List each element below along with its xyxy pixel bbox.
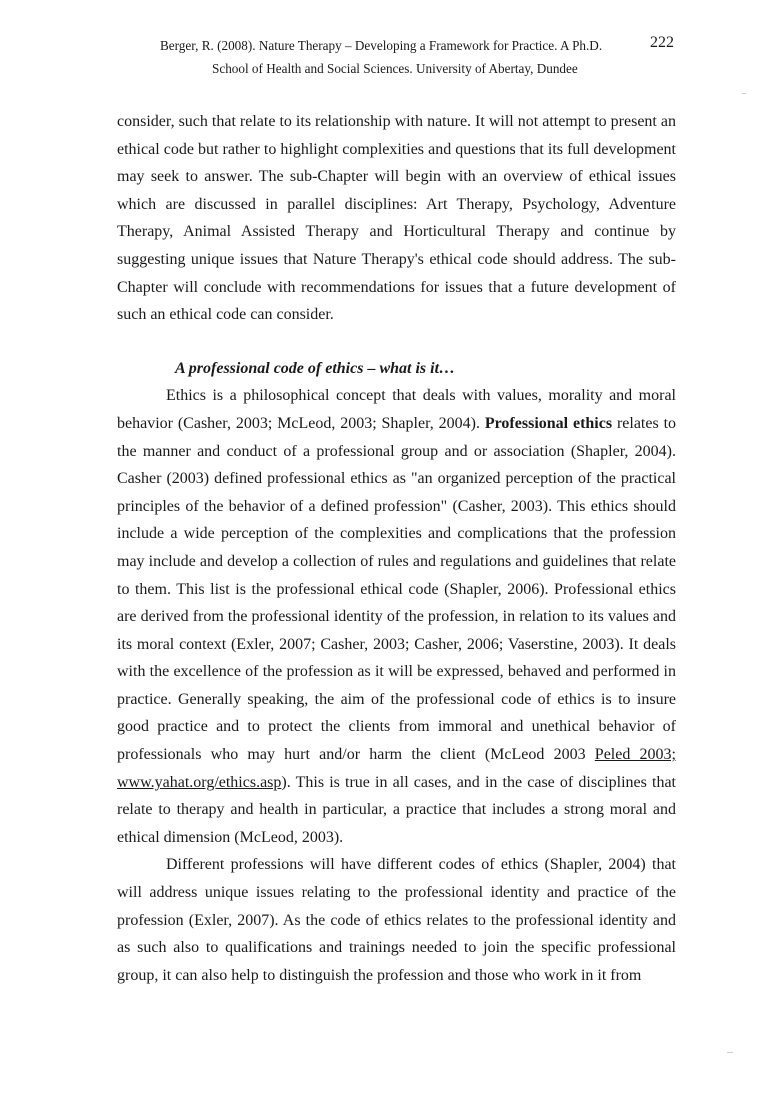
ethics-text-b: relates to the manner and conduct of a professional group and or association (Shapler, 2004). Casher (2003) defined professional ethics as "an organized perception of the practical principles of the behavior of a defined profession" (Casher, 2003). This ethics should include a wide perception of the complexities and complications that the profession may include and develop a collection of rules and regulations and guidelines that relate to them. This list is the professional ethical code (Shapler, 2006). Professional ethics are derived from the professional identity of the profession, in relation to its values and its moral context (Exler, 2007; Casher, 2003; Casher, 2006; Vaserstine, 2003). It deals with the excellence of the profession as it will be expressed, behaved and performed in practice. Generally speaking, the aim of the professional code of ethics is to insure good practice and to protect the clients from immoral and unethical behavior of professionals who may hurt and/or harm the client (McLeod 2003: [117, 414, 677, 764]
reference-link[interactable]: Peled 2003; www.yahat.org/ethics.asp: [117, 746, 677, 791]
ethics-text-c: ). This is true in all cases, and in the case of disciplines that relate to therapy and health in particular, a practice that includes a strong moral and ethical dimension (McLeod, 2003).: [117, 773, 676, 846]
bold-term: Professional ethics: [484, 414, 613, 432]
ethics-paragraph: [117, 382, 676, 851]
scan-speck: [742, 93, 746, 94]
body-text: [117, 108, 676, 989]
header-institution: School of Health and Social Sciences. University of Abertay, Dundee: [212, 61, 578, 76]
section-heading: A professional code of ethics – what is it…: [175, 359, 456, 377]
ethics-text-a: Ethics is a philosophical concept that deals with values, morality and moral behavior (Casher, 2003; McLeod, 2003; Shapler, 2004).: [117, 387, 676, 432]
page-number: 222: [650, 34, 674, 51]
intro-paragraph: consider, such that relate to its relationship with nature. It will not attempt to present an ethical code but rather to highlight complexities and questions that its full development may seek to answer. The sub-Chapter will begin with an overview of ethical issues which are discussed in parallel disciplines: Art Therapy, Psychology, Adventure Therapy, Animal Assisted Therapy and Horticultural Therapy and continue by suggesting unique issues that Nature Therapy's ethical code should address. The sub-Chapter will conclude with recommendations for issues that a future development of such an ethical code can consider.: [117, 113, 676, 324]
scan-speck: [727, 1052, 733, 1053]
professions-paragraph: Different professions will have different codes of ethics (Shapler, 2004) that will address unique issues relating to the professional identity and practice of the profession (Exler, 2007). As the code of ethics relates to the professional identity and as such also to qualifications and trainings needed to join the specific professional group, it can also help to distinguish the profession and those who work in it from: [117, 856, 676, 984]
header-citation: Berger, R. (2008). Nature Therapy – Developing a Framework for Practice. A Ph.D.: [160, 38, 603, 53]
